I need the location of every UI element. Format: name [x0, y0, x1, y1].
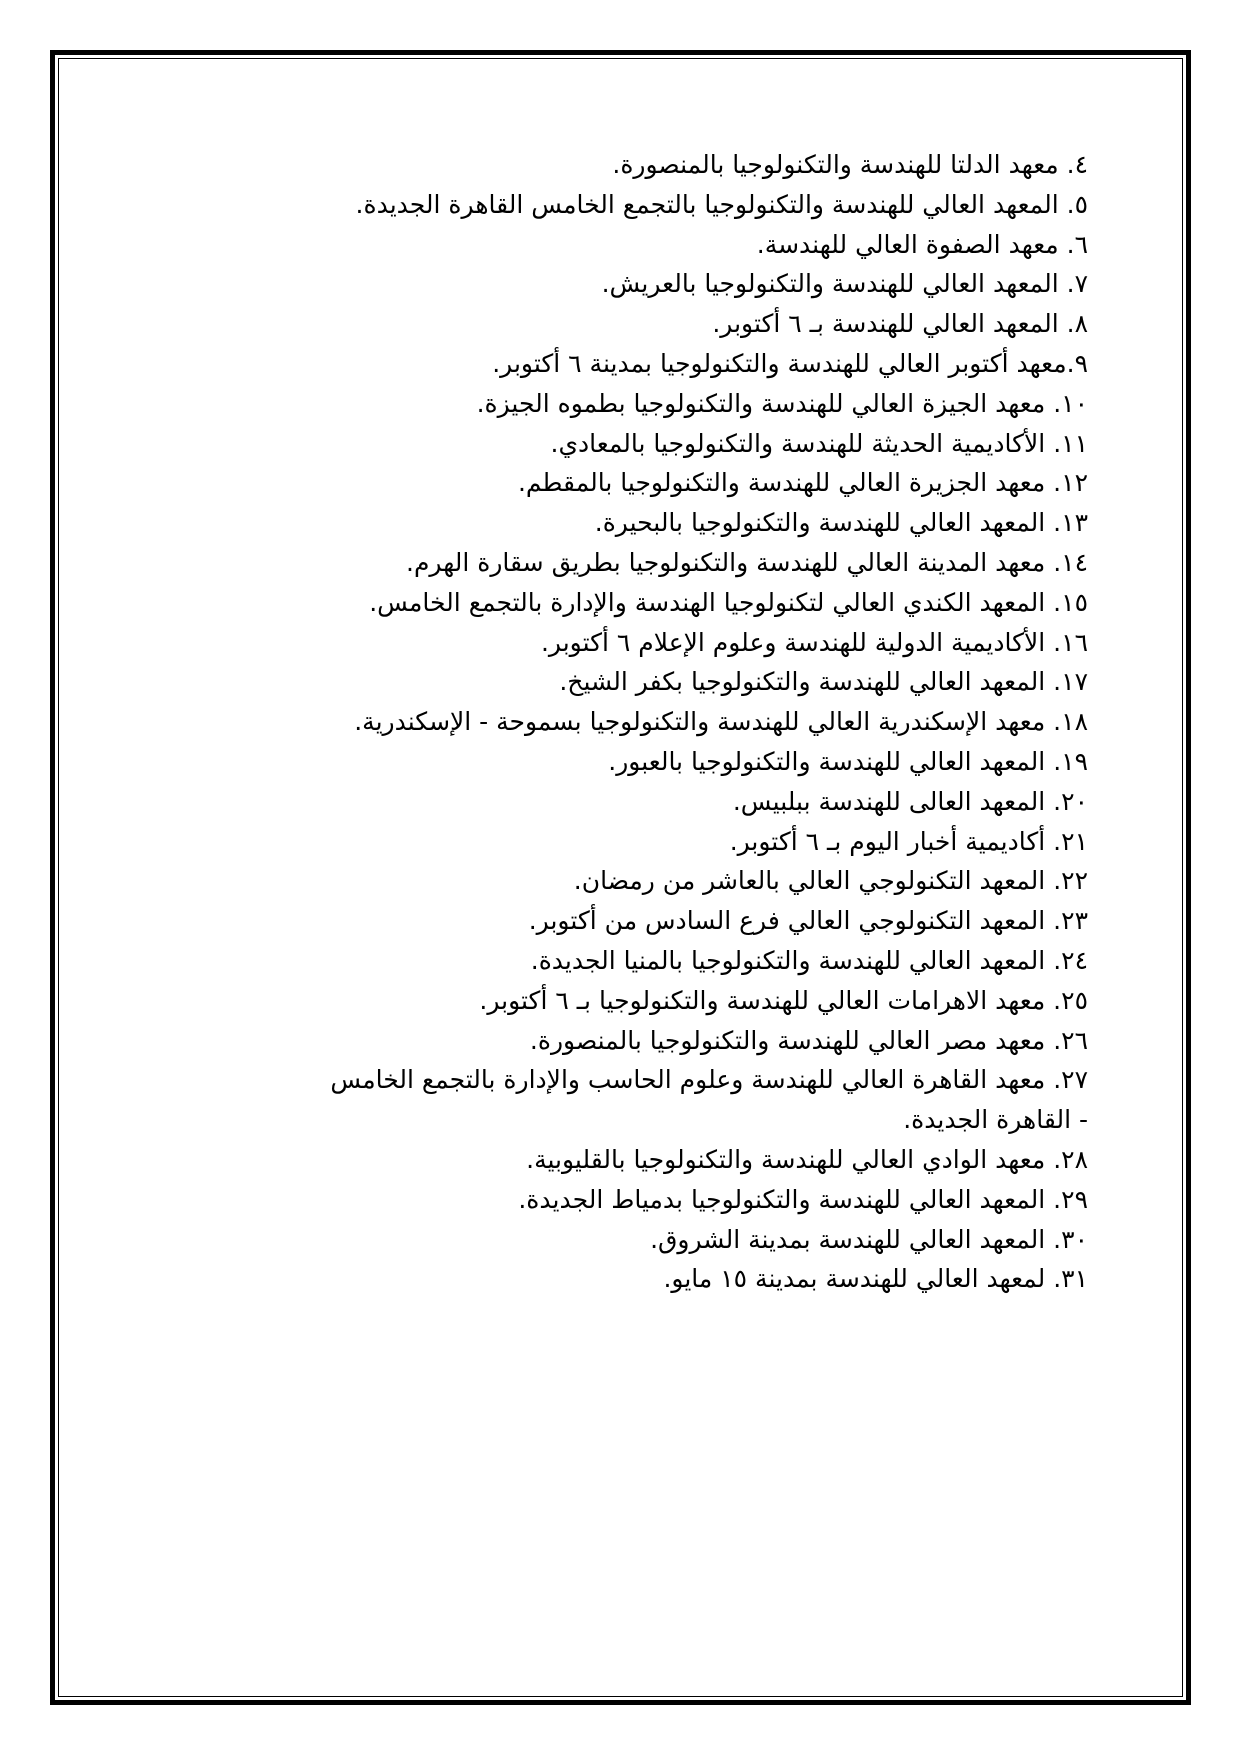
list-item: ١٧. المعهد العالي للهندسة والتكنولوجيا بكفر الشيخ. [559, 667, 1088, 697]
list-item: ٣١. لمعهد العالي للهندسة بمدينة ١٥ مايو. [663, 1264, 1088, 1294]
list-item: ٢٧. معهد القاهرة العالي للهندسة وعلوم الحاسب والإدارة بالتجمع الخامس - القاهرة الجديدة. [330, 1065, 1088, 1135]
list-item: ٢٦. معهد مصر العالي للهندسة والتكنولوجيا بالمنصورة. [529, 1025, 1088, 1055]
list-item: ١٢. معهد الجزيرة العالي للهندسة والتكنولوجيا بالمقطم. [517, 468, 1088, 498]
list-item: ١٦. الأكاديمية الدولية للهندسة وعلوم الإعلام ٦ أكتوبر. [540, 627, 1088, 657]
list-item: ٢٠. المعهد العالى للهندسة ببلبيس. [732, 786, 1088, 816]
list-item: ٤. معهد الدلتا للهندسة والتكنولوجيا بالمنصورة. [612, 150, 1088, 179]
list-item: ٢٥. معهد الاهرامات العالي للهندسة والتكنولوجيا بـ ٦ أكتوبر. [479, 985, 1088, 1015]
list-item: ٨. المعهد العالي للهندسة بـ ٦ أكتوبر. [712, 309, 1088, 339]
list-item: ١٠. معهد الجيزة العالي للهندسة والتكنولوجيا بطموه الجيزة. [476, 388, 1088, 418]
institutes-list [128, 145, 1088, 1299]
list-item: ٧. المعهد العالي للهندسة والتكنولوجيا بالعريش. [601, 269, 1088, 299]
list-item: ٢٩. المعهد العالي للهندسة والتكنولوجيا بدمياط الجديدة. [518, 1184, 1088, 1214]
list-item: ١٥. المعهد الكندي العالي لتكنولوجيا الهندسة والإدارة بالتجمع الخامس. [369, 587, 1088, 617]
list-item: ١٤. معهد المدينة العالي للهندسة والتكنولوجيا بطريق سقارة الهرم. [406, 547, 1088, 577]
list-item: ٦. معهد الصفوة العالي للهندسة. [756, 229, 1088, 259]
list-item: ١٨. معهد الإسكندرية العالي للهندسة والتكنولوجيا بسموحة - الإسكندرية. [354, 707, 1088, 737]
list-item: ٣٠. المعهد العالي للهندسة بمدينة الشروق. [650, 1224, 1088, 1254]
list-item: ١١. الأكاديمية الحديثة للهندسة والتكنولوجيا بالمعادي. [550, 428, 1088, 458]
list-item: ٩.معهد أكتوبر العالي للهندسة والتكنولوجيا بمدينة ٦ أكتوبر. [492, 348, 1088, 378]
list-item: ٢١. أكاديمية أخبار اليوم بـ ٦ أكتوبر. [729, 826, 1088, 856]
list-item: ١٩. المعهد العالي للهندسة والتكنولوجيا بالعبور. [608, 746, 1088, 776]
list-item: ١٣. المعهد العالي للهندسة والتكنولوجيا بالبحيرة. [594, 508, 1088, 538]
list-item: ٢٨. معهد الوادي العالي للهندسة والتكنولوجيا بالقليوبية. [526, 1144, 1088, 1174]
list-item: ٥. المعهد العالي للهندسة والتكنولوجيا بالتجمع الخامس القاهرة الجديدة. [355, 189, 1088, 219]
list-item: ٢٤. المعهد العالي للهندسة والتكنولوجيا بالمنيا الجديدة. [530, 945, 1088, 975]
list-item: ٢٣. المعهد التكنولوجي العالي فرع السادس من أكتوبر. [528, 906, 1088, 936]
list-item: ٢٢. المعهد التكنولوجي العالي بالعاشر من رمضان. [573, 866, 1088, 896]
